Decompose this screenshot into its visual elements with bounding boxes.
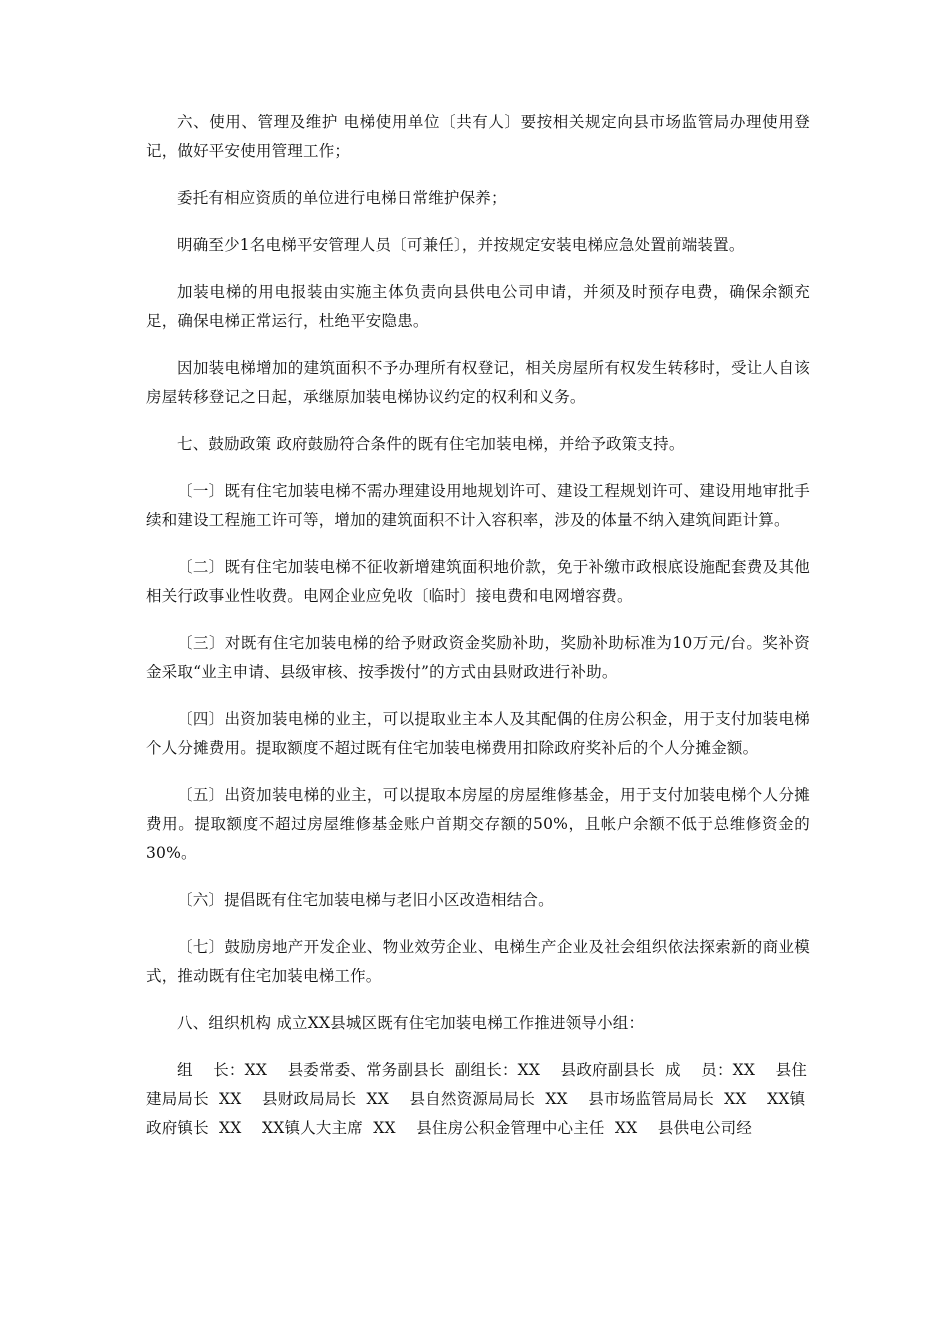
- policy-item-2: 〔二〕既有住宅加装电梯不征收新增建筑面积地价款，免于补缴市政根底设施配套费及其他相关行政事业性收费。电网企业应免收〔临时〕接电费和电网增容费。: [146, 558, 810, 605]
- policy-item-1: 〔一〕既有住宅加装电梯不需办理建设用地规划许可、建设工程规划许可、建设用地审批手续和建设工程施工许可等，增加的建筑面积不计入容积率，涉及的体量不纳入建筑间距计算。: [146, 482, 810, 529]
- document-page: [146, 108, 810, 1143]
- policy-item-4: 〔四〕出资加装电梯的业主，可以提取业主本人及其配偶的住房公积金，用于支付加装电梯个人分摊费用。提取额度不超过既有住宅加装电梯费用扣除政府奖补后的个人分摊金额。: [146, 710, 810, 757]
- policy-item-7: 〔七〕鼓励房地产开发企业、物业效劳企业、电梯生产企业及社会组织依法探索新的商业模式，推动既有住宅加装电梯工作。: [146, 938, 810, 985]
- policy-item-5: 〔五〕出资加装电梯的业主，可以提取本房屋的房屋维修基金，用于支付加装电梯个人分摊费用。提取额度不超过房屋维修基金账户首期交存额的50%，且帐户余额不低于总维修资金的30%。: [146, 786, 810, 862]
- policy-item-3: 〔三〕对既有住宅加装电梯的给予财政资金奖励补助，奖励补助标准为10万元/台。奖补资金采取“业主申请、县级审核、按季拨付”的方式由县财政进行补助。: [146, 634, 810, 681]
- section-6-heading-paragraph: 六、使用、管理及维护 电梯使用单位〔共有人〕要按相关规定向县市场监管局办理使用登记，做好平安使用管理工作；: [146, 113, 810, 160]
- policy-item-6: 〔六〕提倡既有住宅加装电梯与老旧小区改造相结合。: [177, 891, 554, 909]
- section-7-heading-paragraph: 七、鼓励政策 政府鼓励符合条件的既有住宅加装电梯，并给予政策支持。: [177, 435, 685, 453]
- electricity-paragraph: 加装电梯的用电报装由实施主体负责向县供电公司申请，并须及时预存电费，确保余额充足，确保电梯正常运行，杜绝平安隐患。: [146, 283, 810, 330]
- maintenance-paragraph: 委托有相应资质的单位进行电梯日常维护保养；: [177, 189, 507, 207]
- leadership-group-members: 组 长：XX 县委常委、常务副县长 副组长：XX 县政府副县长 成 员：XX 县住建局局长 XX 县财政局局长 XX 县自然资源局局长 XX 县市场监管局局长 XX XX镇政府镇长 XX XX镇人大主席 XX 县住房公积金管理中心主任 XX 县供电公司经: [146, 1061, 808, 1137]
- ownership-paragraph: 因加装电梯增加的建筑面积不予办理所有权登记，相关房屋所有权发生转移时，受让人自该房屋转移登记之日起，承继原加装电梯协议约定的权利和义务。: [146, 359, 810, 406]
- section-8-heading-paragraph: 八、组织机构 成立XX县城区既有住宅加装电梯工作推进领导小组：: [177, 1014, 645, 1032]
- safety-manager-paragraph: 明确至少1名电梯平安管理人员〔可兼任〕，并按规定安装电梯应急处置前端装置。: [177, 236, 745, 254]
